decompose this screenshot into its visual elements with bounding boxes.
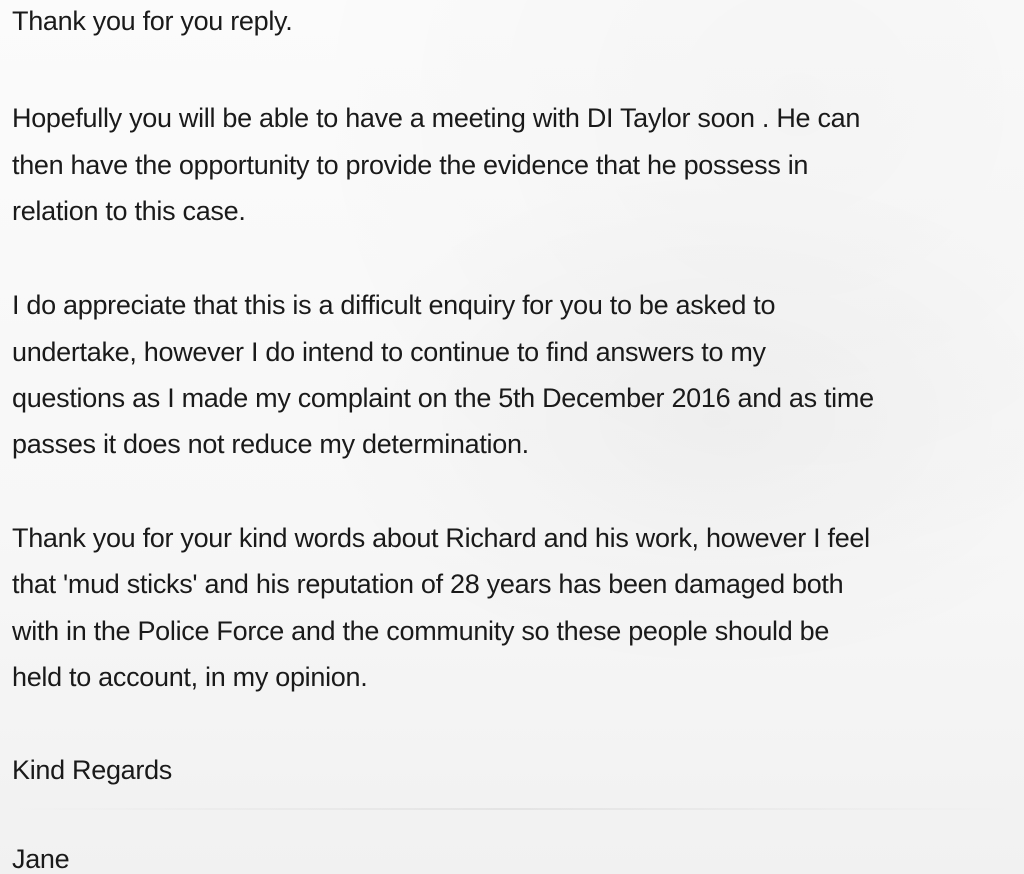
- paragraph-3-line-4: held to account, in my opinion.: [12, 662, 368, 692]
- paragraph-2-line-1: I do appreciate that this is a difficult enquiry for you to be asked to: [12, 290, 776, 320]
- paragraph-1-line-2: then have the opportunity to provide the evidence that he possess in: [12, 150, 809, 180]
- paragraph-1-line-1: Hopefully you will be able to have a meeting with DI Taylor soon . He can: [12, 103, 861, 133]
- paragraph-3-line-1: Thank you for your kind words about Richard and his work, however I feel: [12, 523, 870, 553]
- signature-name: Jane: [12, 844, 70, 874]
- paragraph-1-line-3: relation to this case.: [12, 196, 246, 226]
- greeting-line: Thank you for you reply.: [12, 6, 293, 36]
- paragraph-3-line-2: that 'mud sticks' and his reputation of 28 years has been damaged both: [12, 569, 844, 599]
- paragraph-3-line-3: with in the Police Force and the community so these people should be: [12, 616, 830, 646]
- paragraph-2-line-2: undertake, however I do intend to continue to find answers to my: [12, 337, 766, 367]
- paragraph-2-line-3: questions as I made my complaint on the 5th December 2016 and as time: [12, 383, 874, 413]
- paper-fold-line: [0, 808, 1024, 810]
- closing-line: Kind Regards: [12, 755, 172, 785]
- paragraph-2-line-4: passes it does not reduce my determination.: [12, 429, 529, 459]
